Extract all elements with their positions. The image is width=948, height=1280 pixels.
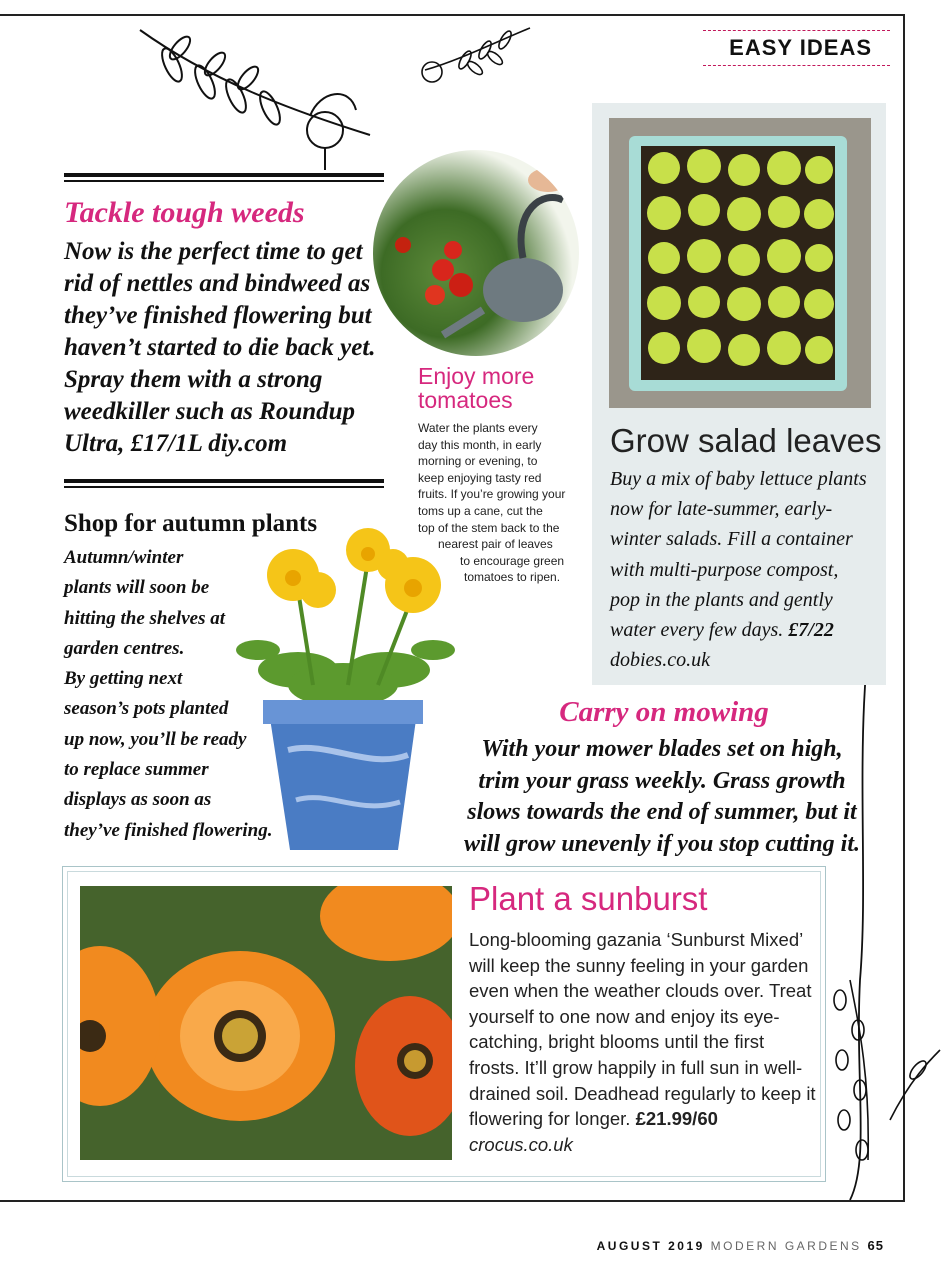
page-number: 65	[867, 1238, 884, 1253]
gazania-illustration	[80, 886, 452, 1160]
weeds-body: Now is the perfect time to get rid of nettles and bindweed as they’ve finished flowering but haven’t started to die back yet. Spray them with a strong weedkiller such as Roundup Ultra, £17/1L diy.com	[64, 238, 376, 457]
autumn-line: By getting next	[64, 668, 183, 690]
salad-text: Buy a mix of baby lettuce plants now for late-summer, early-winter salads. Fill a container with multi-purpose compost, pop in the plants and gently water every few days.	[610, 468, 867, 642]
autumn-line: garden centres.	[64, 637, 185, 659]
tomatoes-line: toms up a cane, cut the	[418, 503, 543, 518]
pansy-pot-photo	[218, 520, 473, 860]
salad-tray-illustration	[609, 118, 871, 408]
footer-month: AUGUST 2019	[596, 1239, 705, 1253]
autumn-line: plants will soon be	[64, 577, 210, 599]
tomatoes-title-line: tomatoes	[418, 387, 513, 413]
tomatoes-line: Water the plants every	[418, 421, 538, 435]
salad-site-link[interactable]: dobies.co.uk	[610, 649, 710, 672]
mowing-title: Carry on mowing	[559, 696, 769, 728]
tomatoes-line: nearest pair of leaves	[438, 537, 553, 552]
autumn-line: they’ve finished flowering.	[64, 819, 273, 841]
sunburst-body	[469, 927, 817, 1157]
sunburst-site-link[interactable]: crocus.co.uk	[469, 1133, 573, 1155]
mowing-body: With your mower blades set on high, trim your grass weekly. Grass growth slows towards the end of summer, but it will grow unevenly if you stop cutting it.	[463, 736, 861, 857]
salad-tray-photo	[609, 118, 871, 408]
tomatoes-line: tomatoes to ripen.	[464, 570, 561, 585]
tomatoes-line: day this month, in early	[418, 437, 542, 452]
tomatoes-title	[418, 364, 534, 412]
tomatoes-line: morning or evening, to	[418, 454, 538, 469]
salad-body	[610, 464, 872, 675]
divider-rule	[64, 173, 384, 182]
leaf-branch-doodle	[120, 20, 540, 170]
autumn-line: hitting the shelves at	[64, 607, 225, 629]
autumn-line: to replace summer	[64, 759, 209, 781]
tomato-watering-photo	[373, 150, 579, 356]
footer-magazine: MODERN GARDENS	[710, 1239, 862, 1253]
tomatoes-line: fruits. If you’re growing your	[418, 487, 566, 502]
weeds-title: Tackle tough weeds	[64, 196, 305, 229]
section-tag-label: EASY IDEAS	[729, 35, 872, 60]
tomatoes-line: top of the stem back to the	[418, 520, 560, 535]
page-footer	[597, 1238, 884, 1253]
autumn-line: Autumn/winter	[64, 547, 184, 568]
salad-price: £7/22	[788, 619, 834, 642]
gazania-photo	[80, 886, 452, 1160]
sunburst-price: £21.99/60	[635, 1108, 718, 1130]
autumn-line: season’s pots planted	[64, 698, 229, 720]
divider-rule	[64, 479, 384, 488]
tomatoes-line: to encourage green	[460, 553, 565, 568]
tomato-watering-illustration	[373, 150, 579, 356]
autumn-line: up now, you’ll be ready	[64, 728, 247, 750]
sunburst-title: Plant a sunburst	[469, 880, 708, 917]
tomatoes-title-line: Enjoy more	[418, 363, 535, 389]
sunburst-text: Long-blooming gazania ‘Sunburst Mixed’ will keep the sunny feeling in your garden even when the weather clouds over. Treat yourself to one now and enjoy its eye-catching, bright blooms until the first frosts. It’ll grow happily in full sun in well-drained soil. Deadhead regularly to keep it flowering for longer.	[469, 929, 816, 1130]
salad-title: Grow salad leaves	[610, 422, 882, 459]
tomatoes-line: keep enjoying tasty red	[418, 470, 542, 485]
autumn-line: displays as soon as	[64, 789, 212, 811]
section-tag	[703, 30, 890, 66]
autumn-title: Shop for autumn plants	[64, 510, 318, 537]
